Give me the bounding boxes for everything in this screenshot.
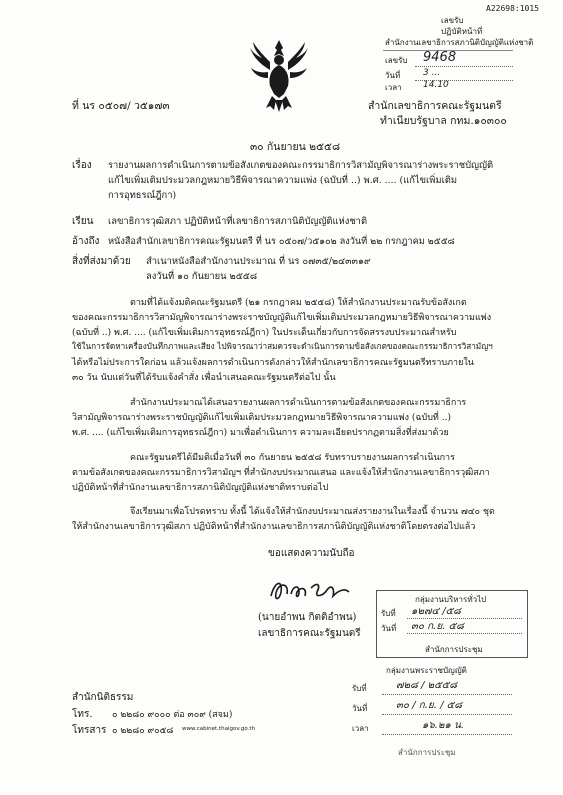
signer-title: เลขาธิการคณะรัฐมนตรี xyxy=(258,628,361,639)
enclosure-line-1: สำเนาหนังสือสำนักงานประมาณ ที่ นร ๐๗๓๕/๒๔๓๓๑๙ xyxy=(146,256,371,267)
office-address: ทำเนียบรัฐบาล กทม.๑๐๓๐๐ xyxy=(380,115,507,127)
office-name: สำนักเลขาธิการคณะรัฐมนตรี xyxy=(368,100,502,112)
stamp-no-value: 9468 xyxy=(423,50,457,65)
admin-stamp-no-label: รับที่ xyxy=(381,609,396,618)
enclosure-line-2: ลงวันที่ ๑๐ กันยายน ๒๕๕๘ xyxy=(146,271,258,282)
garuda-emblem-icon xyxy=(248,38,310,112)
act-stamp-no-value: ๗๒๘ / ๒๕๕๘ xyxy=(396,680,457,691)
admin-stamp-date-label: วันที่ xyxy=(381,624,397,633)
signer-name: (นายอำพน กิตติอำพน) xyxy=(258,612,357,623)
stamp-line-2: ปฏิบัติหน้าที่ xyxy=(441,27,483,36)
document-code: A22698:1015 xyxy=(486,4,539,13)
paragraph-3-line-1: คณะรัฐมนตรีได้มีมติเมื่อวันที่ ๓๐ กันยายน ๒๕๕๘ รับทราบรายงานผลการดำเนินการ xyxy=(130,453,455,463)
paragraph-4-line-2: ให้สำนักงานเลขาธิการวุฒิสภา ปฏิบัติหน้าที่สำนักงานเลขาธิการสภานิติบัญญัติแห่งชาติโดยตรงต่อไปแล้ว xyxy=(72,522,476,532)
paragraph-3-line-2: ตามข้อสังเกตของคณะกรรมาธิการวิสามัญฯ ที่สำนักงบประมาณเสนอ และแจ้งให้สำนักงานเลขาธิการวุฒิสภา xyxy=(72,468,490,478)
subject-label: เรื่อง xyxy=(72,160,92,171)
act-stamp-date-value: ๓๐ / ก.ย. / ๕๘ xyxy=(396,700,462,711)
footer-tel: ๐ ๒๒๘๐ ๙๐๐๐ ต่อ ๓๐๙ (สจม) xyxy=(112,710,233,720)
stamp-line-1: เลขรับ xyxy=(441,16,464,25)
subject-line-1: รายงานผลการดำเนินการตามข้อสังเกตของคณะกรรมาธิการวิสามัญพิจารณาร่างพระราชบัญญัติ xyxy=(108,160,494,171)
subject-line-3: การอุทธรณ์ฎีกา) xyxy=(108,190,177,201)
paragraph-1-line-4: ใช้ในการจัดหาเครื่องบันทึกภาพและเสียง ไปพิจารณาว่าสมควรจะดำเนินการตามข้อสังเกตของคณะกรรมาธิการวิสามัญฯ xyxy=(72,341,493,351)
subject-line-2: แก้ไขเพิ่มเติมประมวลกฎหมายวิธีพิจารณาความแพ่ง (ฉบับที่ ..) พ.ศ. .... (แก้ไขเพิ่มเติม xyxy=(108,175,458,186)
reference-label: อ้างถึง xyxy=(72,236,100,247)
closing-text: ขอแสดงความนับถือ xyxy=(268,548,355,559)
paragraph-1-line-5: ได้หรือไม่ประการใดก่อน แล้วแจ้งผลการดำเนินการดังกล่าวให้สำนักเลขาธิการคณะรัฐมนตรีทราบภายใน xyxy=(72,358,474,368)
enclosure-label: สิ่งที่ส่งมาด้วย xyxy=(72,256,131,267)
paragraph-3-line-3: ปฏิบัติหน้าที่สำนักงานเลขาธิการสภานิติบัญญัติแห่งชาติทราบต่อไป xyxy=(72,483,329,493)
stamp-line-3: สำนักงานเลขาธิการสภานิติบัญญัติแห่งชาติ xyxy=(385,38,534,47)
stamp-date-value: 3 ... xyxy=(423,68,441,78)
footer-fax: ๐ ๒๒๘๐ ๙๐๕๘ xyxy=(112,726,174,736)
stamp-date-label: วันที่ xyxy=(385,71,401,80)
admin-group-stamp xyxy=(376,590,528,658)
paragraph-1-line-6: ๓๐ วัน นับแต่วันที่ได้รับแจ้งคำสั่ง เพื่อนำเสนอคณะรัฐมนตรีต่อไป นั้น xyxy=(72,373,336,383)
paragraph-4-line-1: จึงเรียนมาเพื่อโปรดทราบ ทั้งนี้ ได้แจ้งให้สำนักงบประมาณส่งรายงานในเรื่องนี้ จำนวน ๗๔๐ ชุด xyxy=(130,507,495,517)
admin-stamp-title: กลุ่มงานบริหารทั่วไป xyxy=(415,595,487,604)
to-text: เลขาธิการวุฒิสภา ปฏิบัติหน้าที่เลขาธิการสภานิติบัญญัติแห่งชาติ xyxy=(108,216,368,227)
act-group-stamp xyxy=(336,662,526,762)
admin-stamp-date-value: ๓๐ ก.ย. ๕๘ xyxy=(411,621,464,632)
footer-tel-label: โทร. xyxy=(72,709,93,720)
footer-department: สำนักนิติธรรม xyxy=(72,692,134,703)
footer-fax-label: โทรสาร xyxy=(72,725,107,736)
stamp-time-label: เวลา xyxy=(385,83,402,92)
reference-number: ที่ นร ๐๕๐๗/ ว๕๑๗๓ xyxy=(72,100,170,112)
admin-stamp-no-value: ๑๒๗๔ /๕๘ xyxy=(411,606,461,617)
signature-image xyxy=(265,574,355,608)
stamp-time-value: 14.10 xyxy=(423,80,449,90)
paragraph-2-line-3: พ.ศ. .... (แก้ไขเพิ่มเติมการอุทธรณ์ฎีกา) มาเพื่อดำเนินการ ความละเอียดปรากฏตามสิ่งที่ส่งมาด้วย xyxy=(72,428,449,438)
paragraph-2-line-2: วิสามัญพิจารณาร่างพระราชบัญญัติแก้ไขเพิ่มเติมประมวลกฎหมายวิธีพิจารณาความแพ่ง (ฉบับที่ ..) xyxy=(72,413,451,423)
reference-text: หนังสือสำนักเลขาธิการคณะรัฐมนตรี ที่ นร ๐๕๐๗/ว๕๑๐๒ ลงวันที่ ๒๒ กรกฎาคม ๒๕๕๘ xyxy=(108,236,455,247)
paragraph-1-line-3: (ฉบับที่ ..) พ.ศ. .... (แก้ไขเพิ่มเติมการอุทธรณ์ฎีกา) ในประเด็นเกี่ยวกับการจัดสรรงบประมาณสำหรับ xyxy=(72,328,457,338)
act-stamp-title: กลุ่มงานพระราชบัญญัติ xyxy=(386,666,467,675)
document-date: ๓๐ กันยายน ๒๕๕๘ xyxy=(250,141,341,153)
act-stamp-time-value: ๑๖.๒๑ น. xyxy=(422,720,465,731)
paragraph-1-line-1: ตามที่ได้แจ้งมติคณะรัฐมนตรี (๒๑ กรกฎาคม ๒๕๕๘) ให้สำนักงานประมาณรับข้อสังเกต xyxy=(130,298,467,308)
stamp-no-label: เลขรับ xyxy=(385,56,408,65)
paragraph-2-line-1: สำนักงานประมาณได้เสนอรายงานผลการดำเนินการตามข้อสังเกตของคณะกรรมาธิการ xyxy=(130,398,467,408)
act-stamp-time-label: เวลา xyxy=(352,724,369,733)
act-stamp-no-label: รับที่ xyxy=(352,684,367,693)
paragraph-1-line-2: ของคณะกรรมาธิการวิสามัญพิจารณาร่างพระราชบัญญัติแก้ไขเพิ่มเติมประมวลกฎหมายวิธีพิจารณาความแพ่ง xyxy=(72,313,492,323)
act-stamp-date-label: วันที่ xyxy=(352,704,368,713)
top-receipt-stamp xyxy=(383,14,558,90)
act-stamp-footer: สำนักการประชุม xyxy=(398,748,456,757)
admin-stamp-footer: สำนักการประชุม xyxy=(425,645,483,654)
footer-website: www.cabinet.thaigov.go.th xyxy=(182,726,256,732)
to-label: เรียน xyxy=(72,216,94,227)
